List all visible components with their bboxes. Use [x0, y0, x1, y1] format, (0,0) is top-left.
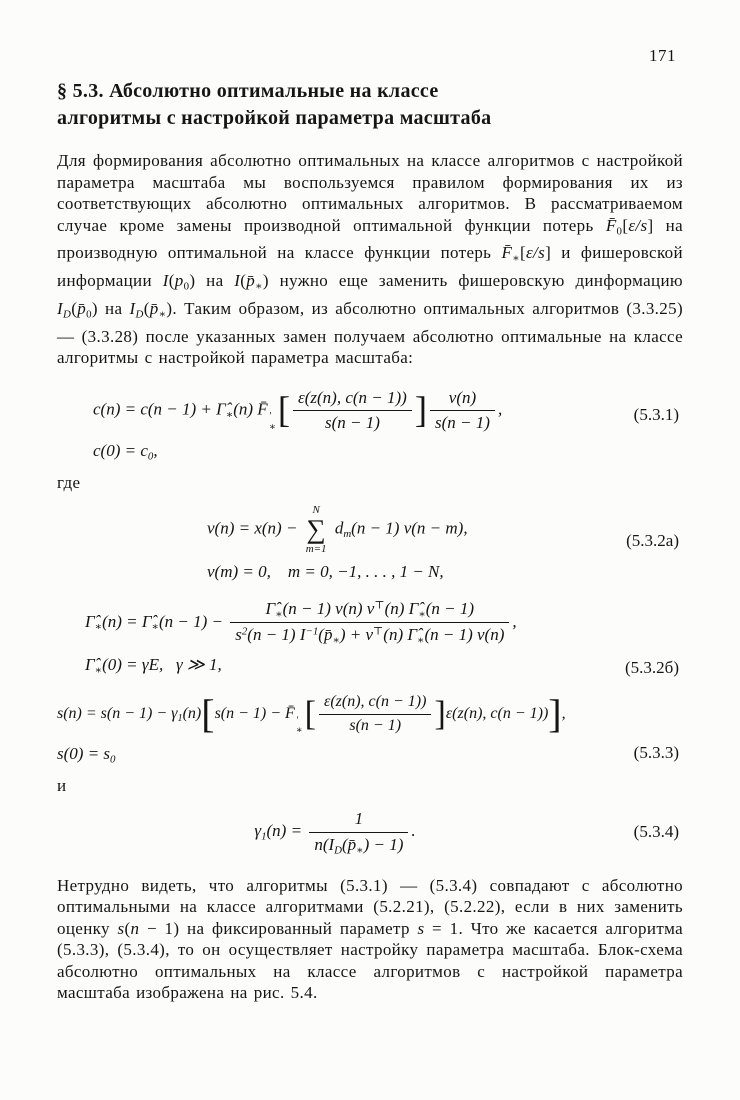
equation-5-3-2b — [57, 598, 683, 676]
equation-5-3-1-line1: $c(n) = c(n - 1) + \Gammâ_∗(n)$ F̄ ′ ∗ [ $\frac{\varepsilon(z(n), c(n - 1))}{s(n - 1)}$ ] $\frac{v(n)}{s(n - 1)}$ , — [93, 387, 503, 433]
equation-5-3-2a-line2: v(m) = 0, m = 0, −1, . . . , 1 − N, — [207, 562, 444, 582]
equation-tag-5-3-2a: (5.3.2а) — [626, 531, 679, 551]
section-heading-line2: алгоритмы с настройкой параметра масштаба — [57, 107, 492, 129]
equation-5-3-2a-content — [207, 505, 683, 582]
where-label: где — [57, 472, 81, 492]
equation-5-3-4 — [57, 808, 683, 856]
equation-5-3-1 — [57, 387, 683, 462]
paragraph-intro: Для формирования абсолютно оптимальных на классе алгоритмов с настройкой параметра масштаба мы воспользуемся правилом формирования их из соответствующих абсолютно оптимальных алгоритмов. В рассматриваемом случае кроме замены производной оптимальной функции потерь $F̄_0[\varepsilon/s]$ на производную оптимальной на классе функции потерь $F̄_∗[\varepsilon/s]$ и фишеровской информации $I(p_0)$ на $I(p̄_∗)$ нужно еще заменить фишеровскую динформацию $I_D(p̄_0)$ на $I_D(p̄_∗)$. Таким образом, из абсолютно оптимальных алгоритмов (3.3.25) — (3.3.28) после указанных замен получаем абсолютно оптимальные на классе алгоритмы с настройкой параметра масштаба: — [57, 151, 683, 367]
equation-5-3-1-line2: $c(0) = c_0$, — [93, 440, 158, 462]
page-number: 171 — [649, 46, 676, 65]
equation-5-3-2a — [57, 505, 683, 582]
equation-5-3-3-line2: $s(0) = s_0$ — [57, 743, 116, 765]
paragraph-closing: Нетрудно видеть, что алгоритмы (5.3.1) — (5.3.4) совпадают с абсолютно оптимальными на классе алгоритмами (5.2.21), (5.2.22), если в них заменить оценку s(n − 1) на фиксированный параметр s = 1. Что же касается алгоритма (5.3.3), (5.3.4), то он осуществляет настройку параметра масштаба. Блок-схема абсолютно оптимальных на классе алгоритмов с настройкой параметра масштаба изображена на рис. 5.4. — [57, 875, 683, 1003]
equation-5-3-2a-line1: v(n) = x(n) − N ∑ m=1 $d_m(n - 1) v(n - m)$, — [207, 504, 468, 556]
equation-5-3-3 — [57, 692, 683, 765]
and-label: и — [57, 775, 67, 795]
equation-5-3-4-content — [57, 808, 613, 856]
equation-tag-5-3-1: (5.3.1) — [633, 404, 679, 424]
equation-5-3-4-line1: $\gamma_1(n)$ = $\frac{1}{n(I_D(p̄_∗) - 1)}$ . — [254, 809, 416, 856]
equation-tag-5-3-2b: (5.3.2б) — [625, 658, 679, 678]
equation-5-3-2b-line1: $\Gammâ_∗(n)$ = $\Gammâ_∗(n - 1)$ − $\frac{\Gammâ_∗(n - 1) v(n) v^⊤(n) \Gammâ_∗(n - 1)}{s^2(n - 1) I^{-1}(p̄_∗) + v^⊤(n) \Gammâ_∗(n - 1) v(n)}$ , — [85, 599, 517, 647]
equation-5-3-1-content — [93, 387, 683, 462]
section-heading — [57, 78, 683, 132]
equation-tag-5-3-4: (5.3.4) — [633, 822, 679, 842]
equation-tag-5-3-3: (5.3.3) — [633, 742, 679, 762]
section-heading-line1: § 5.3. Абсолютно оптимальные на классе — [57, 80, 439, 102]
equation-5-3-3-line1: $s(n) = s(n - 1) - \gamma_1(n)[s(n - 1)$ − F̄ ′ ∗ [ $\frac{\varepsilon(z(n), c(n - 1))}{s(n - 1)}$ ]ε(z(n), c(n − 1))], — [57, 691, 566, 737]
equation-5-3-2b-line2: $\Gammâ_∗(0) = \gamma E$, γ ≫ 1, — [85, 654, 222, 677]
equation-5-3-3-content — [57, 692, 683, 765]
equation-5-3-2b-content — [85, 598, 683, 676]
